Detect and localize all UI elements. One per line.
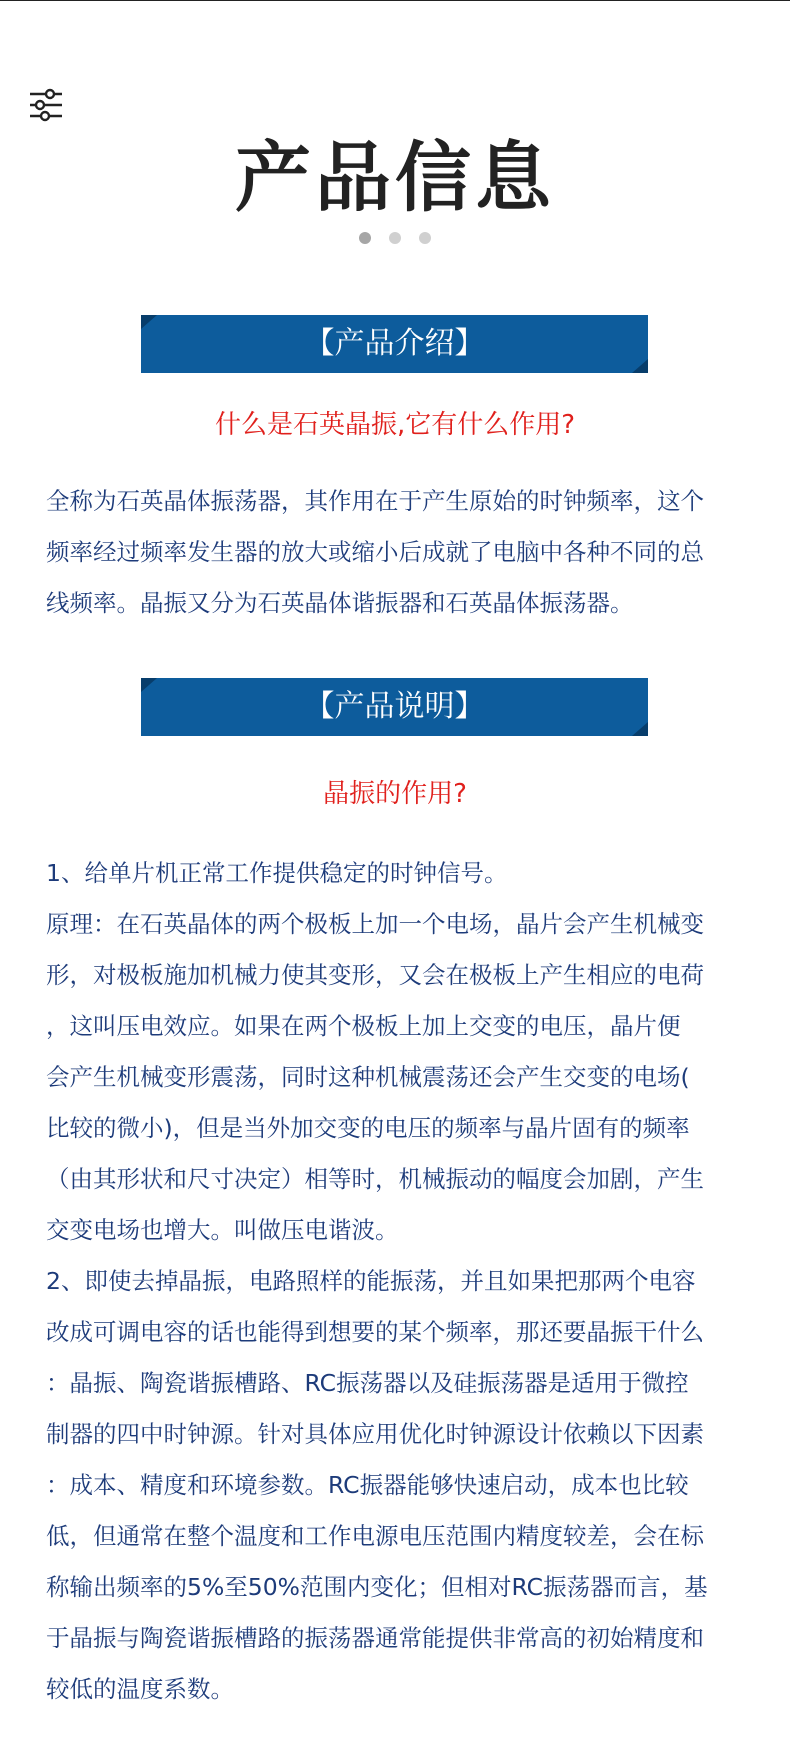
body-line: 比较的微小)，但是当外加交变的电压的频率与晶片固有的频率 [46,1114,690,1142]
section-question: 晶振的作用? [323,779,467,809]
body-line: 交变电场也增大。叫做压电谐波。 [46,1216,399,1244]
body-line: 全称为石英晶体振荡器，其作用在于产生原始的时钟频率，这个 [46,487,704,515]
filter-button[interactable] [28,88,64,122]
body-line: 原理：在石英晶体的两个极板上加一个电场，晶片会产生机械变 [46,910,704,938]
body-line: 于晶振与陶瓷谐振槽路的振荡器通常能提供非常高的初始精度和 [46,1624,704,1652]
body-line: ，这叫压电效应。如果在两个极板上加上交变的电压，晶片便 [46,1012,681,1040]
carousel-indicator [0,232,790,244]
top-divider [0,0,790,1]
body-line: ：成本、精度和环境参数。RC振器能够快速启动，成本也比较 [46,1471,689,1499]
carousel-dot[interactable] [389,232,401,244]
body-line: ：晶振、陶瓷谐振槽路、RC振荡器以及硅振荡器是适用于微控 [46,1369,689,1397]
section-body [46,476,746,629]
body-line: 形，对极板施加机械力使其变形，又会在极板上产生相应的电荷 [46,961,704,989]
section-banner-description [141,678,648,736]
filter-sliders-icon [28,88,64,122]
section-body [46,848,746,1715]
body-line: 较低的温度系数。 [46,1675,234,1703]
body-line: 1、给单片机正常工作提供稳定的时钟信号。 [46,859,508,887]
banner-label: 【产品说明】 [304,689,485,724]
body-line: 2、即使去掉晶振，电路照样的能振荡，并且如果把那两个电容 [46,1267,696,1295]
body-line: 会产生机械变形震荡，同时这种机械震荡还会产生交变的电场( [46,1063,690,1091]
banner-label: 【产品介绍】 [304,326,485,361]
body-line: 线频率。晶振又分为石英晶体谐振器和石英晶体振荡器。 [46,589,634,617]
page-title: 产品信息 [235,133,555,222]
body-line: 制器的四中时钟源。针对具体应用优化时钟源设计依赖以下因素 [46,1420,704,1448]
body-line: 低，但通常在整个温度和工作电源电压范围内精度较差，会在标 [46,1522,704,1550]
body-line: （由其形状和尺寸决定）相等时，机械振动的幅度会加剧，产生 [46,1165,704,1193]
carousel-dot[interactable] [419,232,431,244]
body-line: 称输出频率的5%至50%范围内变化；但相对RC振荡器而言，基 [46,1573,708,1601]
carousel-dot[interactable] [359,232,371,244]
section-banner-intro [141,315,648,373]
section-question: 什么是石英晶振,它有什么作用? [214,410,576,440]
body-line: 改成可调电容的话也能得到想要的某个频率，那还要晶振干什么 [46,1318,704,1346]
body-line: 频率经过频率发生器的放大或缩小后成就了电脑中各种不同的总 [46,538,704,566]
